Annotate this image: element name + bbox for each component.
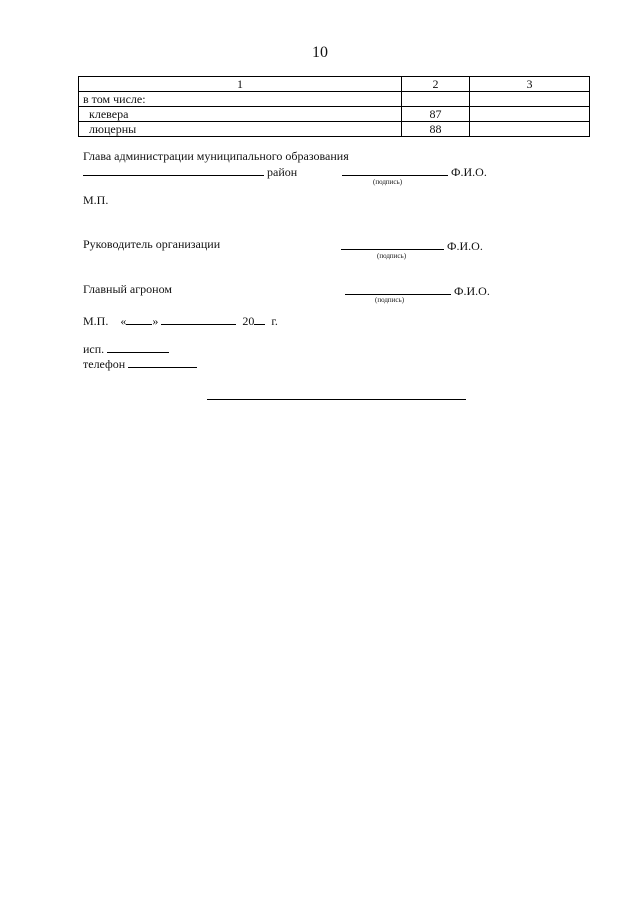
agronomist-title: Главный агроном (83, 282, 172, 296)
table-cell: 87 (402, 107, 470, 122)
phone-blank (128, 356, 197, 368)
table-cell: 88 (402, 122, 470, 137)
open-quote: « (120, 314, 127, 328)
table-row (79, 122, 590, 137)
signature-caption: (подпись) (375, 296, 405, 304)
executor-label: исп. (83, 342, 105, 356)
signature-caption: (подпись) (373, 178, 403, 186)
phone-label: телефон (83, 357, 126, 371)
signature-blank (341, 238, 444, 250)
table-row (79, 107, 590, 122)
table-cell (470, 122, 590, 137)
end-divider (207, 399, 466, 400)
district-blank (83, 164, 264, 176)
name-label: Ф.И.О. (454, 284, 490, 298)
executor-blank (107, 341, 169, 353)
stamp-label: М.П. (83, 314, 109, 328)
stamp-label: М.П. (83, 193, 109, 207)
date-line (83, 313, 278, 328)
year-blank (254, 313, 265, 325)
year-prefix: 20 (242, 314, 255, 328)
day-blank (126, 313, 152, 325)
head-admin-district-line (83, 164, 297, 179)
org-head-title: Руководитель организации (83, 237, 221, 251)
table-cell (402, 92, 470, 107)
table-cell: в том числе: (79, 92, 402, 107)
name-label: Ф.И.О. (451, 165, 487, 179)
executor-line (83, 341, 169, 356)
signature-caption: (подпись) (377, 252, 407, 260)
district-label: район (267, 165, 298, 179)
table-cell: люцерны (79, 122, 402, 137)
table-cell: клевера (79, 107, 402, 122)
table-header-cell: 3 (470, 77, 590, 92)
signature-blank (345, 283, 451, 295)
table-header-row (79, 77, 590, 92)
table-cell (470, 92, 590, 107)
phone-line (83, 356, 197, 371)
page-number: 10 (312, 44, 328, 61)
year-suffix: г. (271, 314, 278, 328)
signature-blank (342, 164, 448, 176)
table-header-cell: 2 (402, 77, 470, 92)
data-table (78, 76, 590, 137)
table-row (79, 92, 590, 107)
head-admin-title: Глава администрации муниципального образования (83, 149, 349, 163)
table-cell (470, 107, 590, 122)
agronomist-signature-line (345, 283, 490, 298)
org-head-signature-line (341, 238, 483, 253)
month-blank (161, 313, 236, 325)
name-label: Ф.И.О. (447, 239, 483, 253)
close-quote: » (152, 314, 159, 328)
table-header-cell: 1 (79, 77, 402, 92)
head-admin-signature-line (342, 164, 487, 179)
